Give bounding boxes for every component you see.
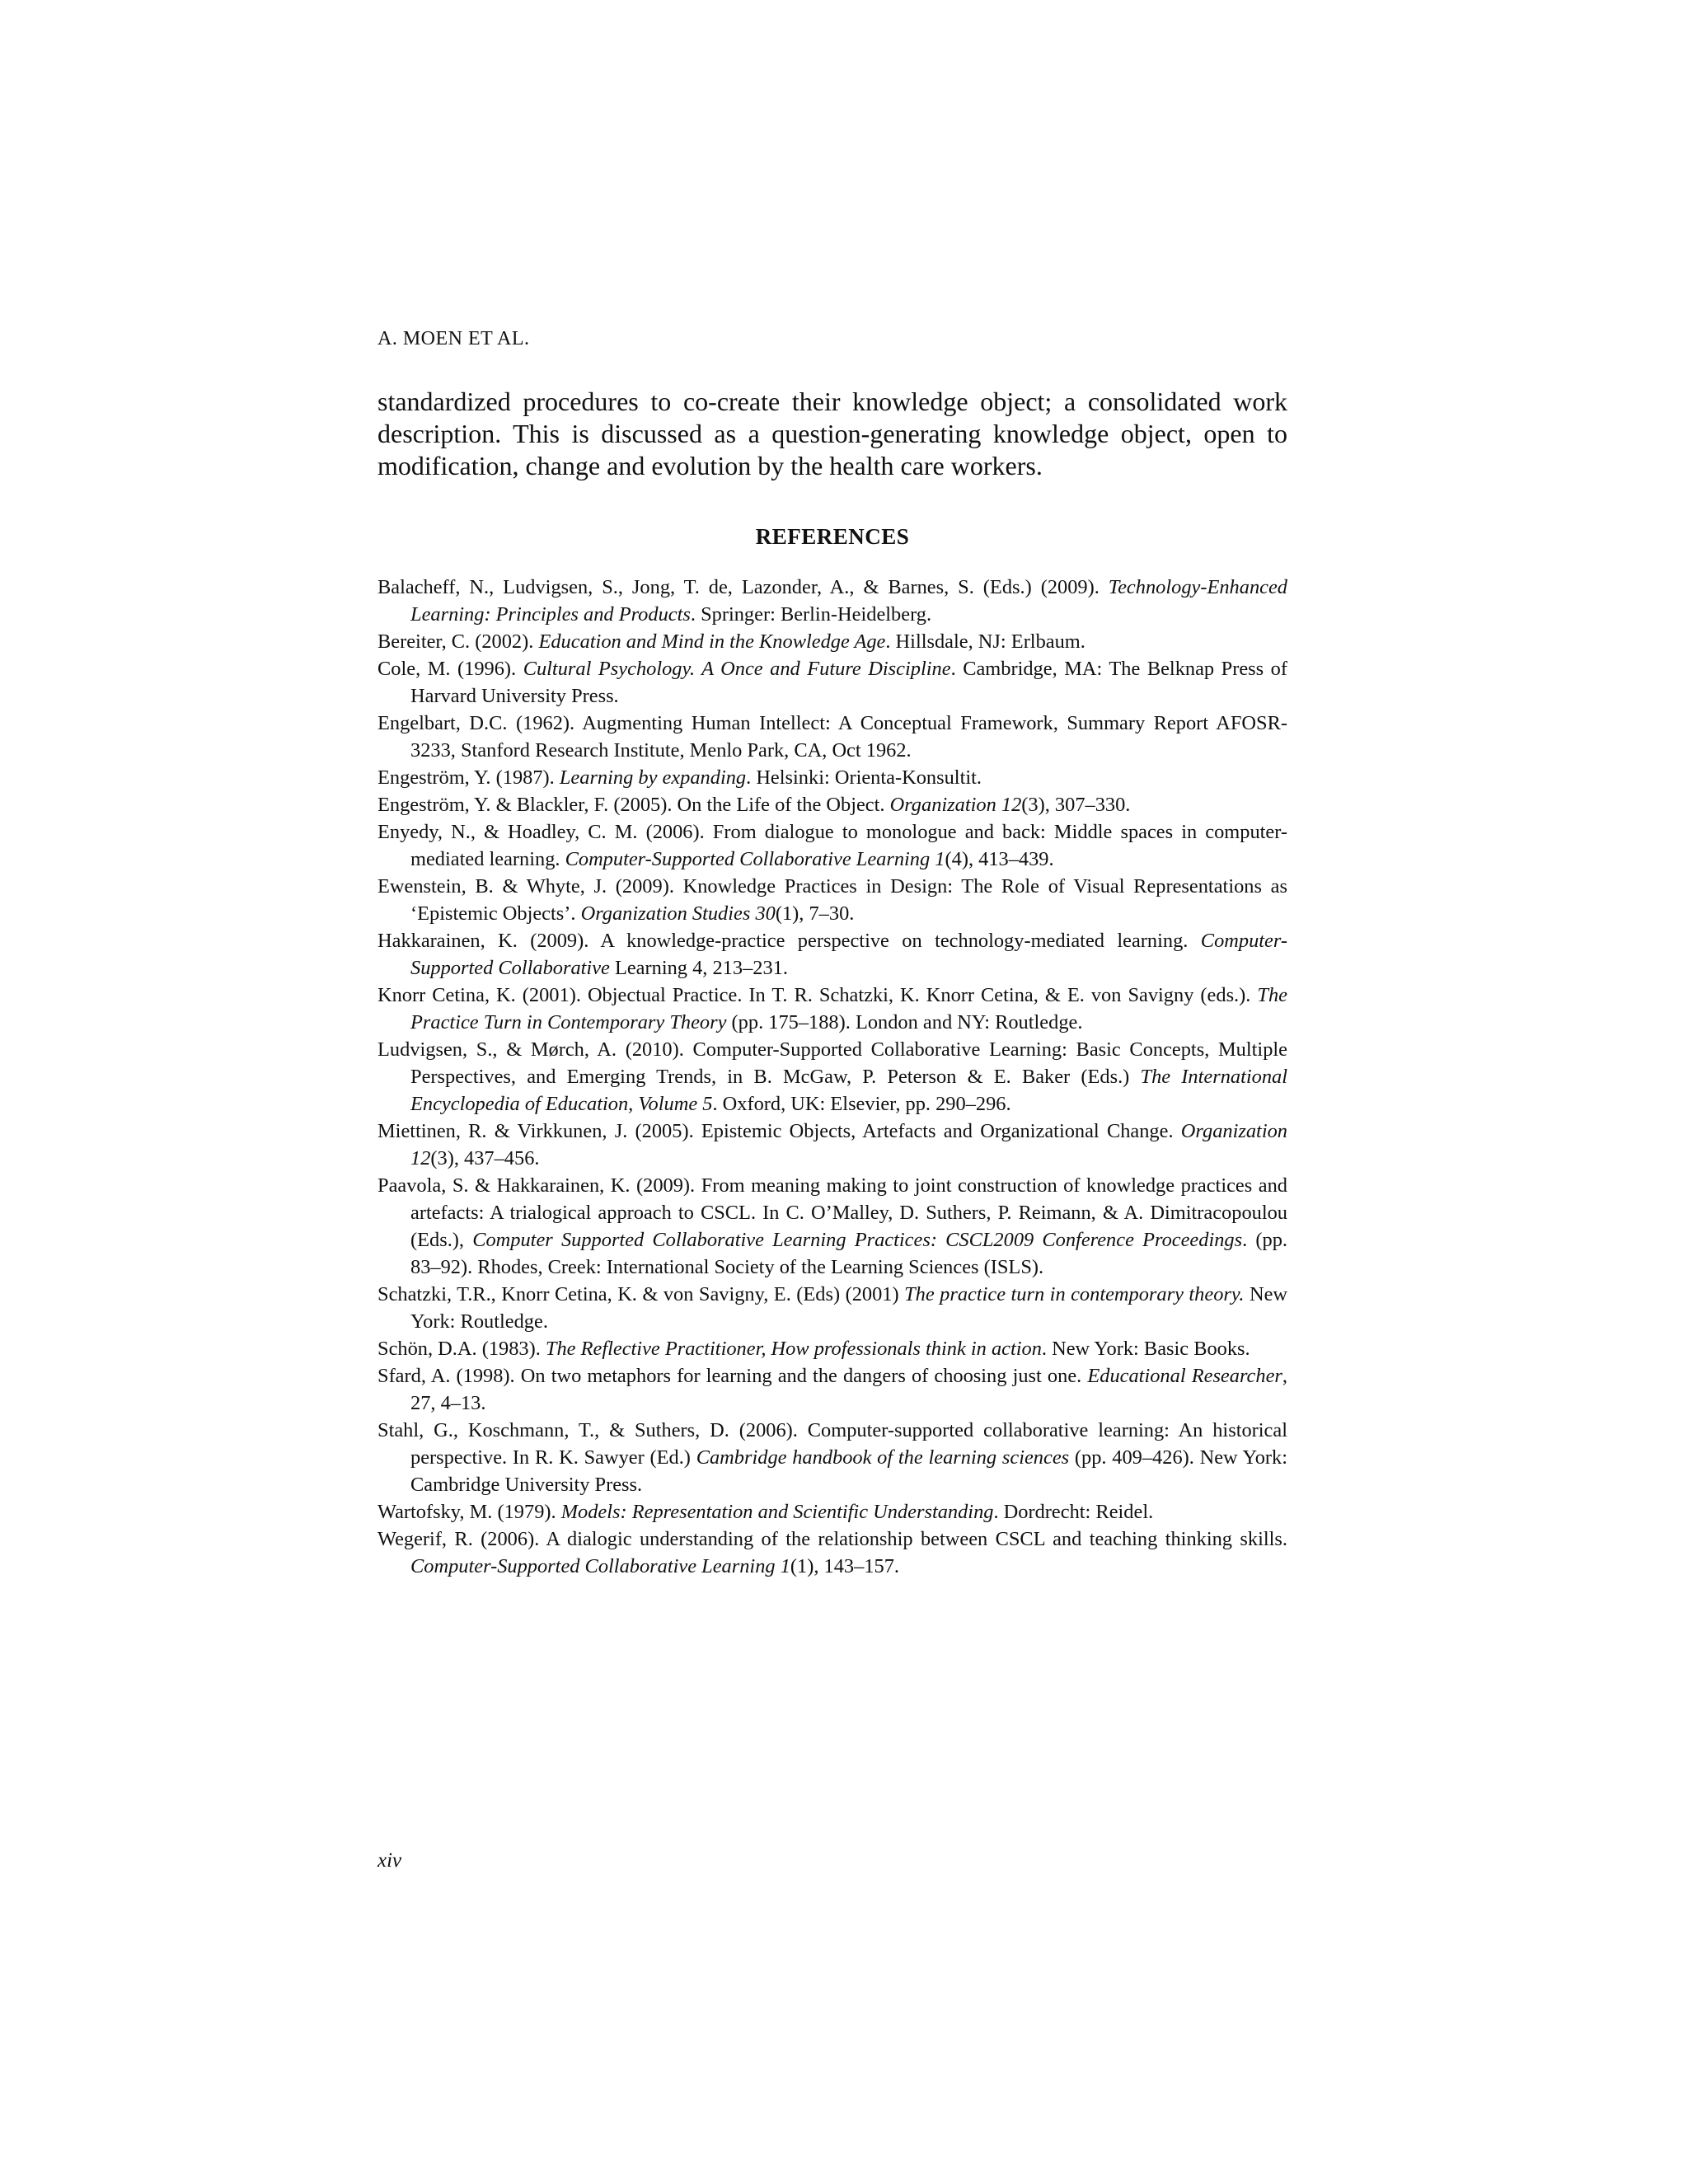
reference-item: Engeström, Y. & Blackler, F. (2005). On the Life of the Object. Organization 12(3), 307–330. xyxy=(377,794,1131,816)
reference-item: Ewenstein, B. & Whyte, J. (2009). Knowledge Practices in Design: The Role of Visual Representations as ‘Epistemic Objects’. Organization Studies 30(1), 7–30. xyxy=(377,875,1287,925)
reference-list xyxy=(377,574,1287,1580)
references-heading: REFERENCES xyxy=(755,524,910,549)
running-head: A. MOEN ET AL. xyxy=(377,328,530,349)
reference-item: Engelbart, D.C. (1962). Augmenting Human Intellect: A Conceptual Framework, Summary Report AFOSR-3233, Stanford Research Institute, Menlo Park, CA, Oct 1962. xyxy=(377,712,1287,762)
reference-item: Wartofsky, M. (1979). Models: Representation and Scientific Understanding. Dordrecht: Reidel. xyxy=(377,1501,1154,1523)
reference-item: Hakkarainen, K. (2009). A knowledge-practice perspective on technology-mediated learning. Computer-Supported Collaborative Learning 4, 213–231. xyxy=(377,930,1287,979)
reference-item: Knorr Cetina, K. (2001). Objectual Practice. In T. R. Schatzki, K. Knorr Cetina, & E. von Savigny (eds.). The Practice Turn in Contemporary Theory (pp. 175–188). London and NY: Routledge. xyxy=(377,984,1287,1033)
reference-item: Schön, D.A. (1983). The Reflective Practitioner, How professionals think in action. New York: Basic Books. xyxy=(377,1338,1250,1360)
reference-item: Bereiter, C. (2002). Education and Mind in the Knowledge Age. Hillsdale, NJ: Erlbaum. xyxy=(377,630,1085,653)
reference-item: Balacheff, N., Ludvigsen, S., Jong, T. de, Lazonder, A., & Barnes, S. (Eds.) (2009). Technology-Enhanced Learning: Principles and Products. Springer: Berlin-Heidelberg. xyxy=(377,576,1287,626)
reference-item: Sfard, A. (1998). On two metaphors for learning and the dangers of choosing just one. Educational Researcher, 27, 4–13. xyxy=(377,1365,1287,1414)
reference-item: Stahl, G., Koschmann, T., & Suthers, D. (2006). Computer-supported collaborative learning: An historical perspective. In R. K. Sawyer (Ed.) Cambridge handbook of the learning sciences (pp. 409–426). New York: Cambridge University Press. xyxy=(377,1419,1287,1496)
reference-item: Enyedy, N., & Hoadley, C. M. (2006). From dialogue to monologue and back: Middle spaces in computer-mediated learning. Computer-Supported Collaborative Learning 1(4), 413–439. xyxy=(377,821,1287,870)
reference-item: Wegerif, R. (2006). A dialogic understanding of the relationship between CSCL and teaching thinking skills. Computer-Supported Collaborative Learning 1(1), 143–157. xyxy=(377,1528,1287,1577)
reference-item: Miettinen, R. & Virkkunen, J. (2005). Epistemic Objects, Artefacts and Organizational Change. Organization 12(3), 437–456. xyxy=(377,1120,1287,1169)
reference-item: Ludvigsen, S., & Mørch, A. (2010). Computer-Supported Collaborative Learning: Basic Concepts, Multiple Perspectives, and Emerging Trends, in B. McGaw, P. Peterson & E. Baker (Eds.) The International Encyclopedia of Education, Volume 5. Oxford, UK: Elsevier, pp. 290–296. xyxy=(377,1038,1287,1115)
reference-item: Cole, M. (1996). Cultural Psychology. A Once and Future Discipline. Cambridge, MA: The Belknap Press of Harvard University Press. xyxy=(377,658,1287,707)
reference-item: Paavola, S. & Hakkarainen, K. (2009). From meaning making to joint construction of knowledge practices and artefacts: A trialogical approach to CSCL. In C. O’Malley, D. Suthers, P. Reimann, & A. Dimitracopoulou (Eds.), Computer Supported Collaborative Learning Practices: CSCL2009 Conference Proceedings. (pp. 83–92). Rhodes, Creek: International Society of the Learning Sciences (ISLS). xyxy=(377,1174,1288,1278)
reference-item: Engeström, Y. (1987). Learning by expanding. Helsinki: Orienta-Konsultit. xyxy=(377,766,982,789)
reference-item: Schatzki, T.R., Knorr Cetina, K. & von Savigny, E. (Eds) (2001) The practice turn in contemporary theory. New York: Routledge. xyxy=(377,1283,1288,1333)
page-number: xiv xyxy=(377,1849,402,1872)
body-paragraph: standardized procedures to co-create their knowledge object; a consolidated work description. This is discussed as a question-generating knowledge object, open to modification, change and evolution by the health care workers. xyxy=(377,387,1287,480)
